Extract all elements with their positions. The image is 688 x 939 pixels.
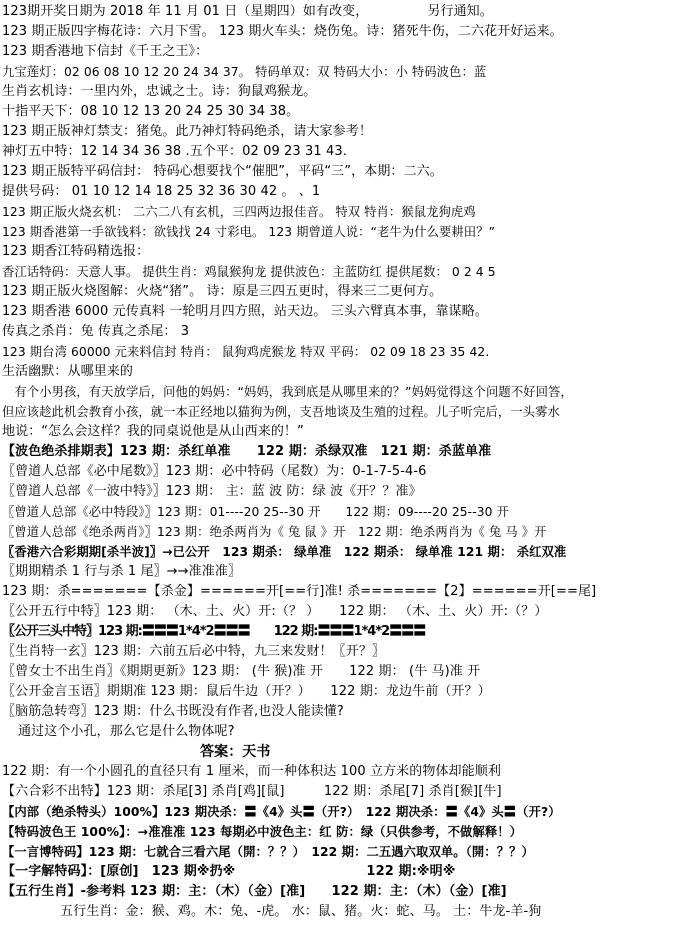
five-element-zodiac-list: 五行生肖：金：猴、鸡。木：兔、-虎。 水：鼠、猪。火：蛇、马。 土：牛龙-羊-狗 xyxy=(60,904,542,919)
riddle-line: 〖脑筋急转弯〗123 期：什么书既没有作者,也没人能读懂? xyxy=(2,704,344,719)
one-word-special-line: 【一言博特码】123 期：七就合三看六尾（開：？？） 122 期：二五遇六取双单。（開：？？） xyxy=(2,845,534,859)
plum-poem-line: 123 期正版四字梅花诗：六月下雪。 123 期火车头：烧伤兔。诗：猪死牛伤，二六花开好运来。 xyxy=(2,24,563,39)
wave-kill-schedule: 【波色绝杀排期表】123 期：杀红单准 122 期：杀绿双准 121 期：杀蓝单准 xyxy=(2,444,492,459)
taiwan-envelope-line: 123 期台湾 60000 元来料信封 特肖： 鼠狗鸡虎猴龙 特双 平码： 02 09 18 23 35 42. xyxy=(2,345,490,359)
riddle-line-2: 通过这个小孔，那么它是什么物体呢? xyxy=(18,724,235,739)
riddle-answer: 答案：天书 xyxy=(200,744,271,760)
internal-kill-head-line: 【内部（绝杀特头）100%】123 期决杀：〓《4》头〓（开?） 122 期决杀：〓《4》头〓（开?） xyxy=(2,805,561,819)
five-elements-special-line: 〖公开五行中特〗123 期： （木、土、火）开:（？ ） 122 期： （木、土、火）开:（？） xyxy=(2,604,548,619)
fire-mystery-line: 123 期正版火烧玄机： 二六二八有玄机，三四两边报佳音。 特双 特肖：猴鼠龙狗虎鸡 xyxy=(2,205,476,219)
riddle-122-line: 122 期：有一个小圆孔的直径只有 1 厘米，而一种体积达 100 立方米的物体却能顺利 xyxy=(2,764,501,779)
draw-date-line: 123期开奖日期为 2018 年 11 月 01 日（星期四）如有改变， 另行通知。 xyxy=(2,4,493,19)
zodiac-poem-line: 生肖玄机诗：一里内外，忠诚之士。诗：狗鼠鸡猴龙。 xyxy=(2,84,317,99)
half-wave-kill-line: 〖香港六合彩期期[杀半波]〗→已公开 123 期杀： 绿单准 122 期杀： 绿单准 121 期： 杀红双准 xyxy=(2,545,567,559)
xiangjiang-heading: 123 期香江特码精选报： xyxy=(2,244,150,259)
kill-row-tail-heading: 〖期期精杀 1 行与杀 1 尾〗→→准准准〗 xyxy=(2,564,242,579)
fire-diagram-line: 123 期正版火烧图解：火烧“猪”。 诗：原是三四五更时，得来三二更何方。 xyxy=(2,284,443,299)
ten-fingers-line: 十指平天下：08 10 12 13 20 24 25 30 34 38。 xyxy=(2,104,300,119)
lamp-ban-line: 123 期正版神灯禁支：猪兔。此乃神灯特码绝杀，请大家参考！ xyxy=(2,124,372,139)
flat-code-envelope-line: 123 期正版特平码信封： 特码心想要找个“催肥”，平码“三”，本期：二六。 xyxy=(2,164,443,179)
kill-row-tail-line: 123 期：杀=======【杀金】======开[==行]准! 杀=======【2】======开[==尾] xyxy=(2,584,597,599)
fax-kill-line: 传真之杀肖：兔 传真之杀尾： 3 xyxy=(2,324,190,339)
xiangjiang-talk-line: 香江话特码：天意人事。 提供生肖：鸡鼠猴狗龙 提供波色：主蓝防红 提供尾数： 0 2 4 5 xyxy=(2,265,496,279)
must-segment-line: 〖曾道人总部《必中特段》〗123 期：01----20 25--30 开 122 期：09----20 25--30 开 xyxy=(2,505,510,519)
humor-text-3: 地说：“怎么会这样？我的同桌说他是从山西来的！” xyxy=(2,424,304,439)
first-hand-line: 123 期香港第一手欲钱料：欲钱找 24 寸彩电。 123 期曾道人说：“老牛为什么要耕田？” xyxy=(2,225,496,239)
lamp-five-line: 神灯五中特：12 14 34 36 38 .五个平：02 09 23 31 43. xyxy=(2,144,347,159)
golden-words-line: 〖公开金言玉语〗期期准 123 期：鼠后牛边（开？） 122 期：龙边牛前（开？） xyxy=(2,684,491,699)
nine-lotus-line: 九宝莲灯：02 06 08 10 12 20 24 34 37。 特码单双：双 特码大小：小 特码波色：蓝 xyxy=(2,65,487,79)
five-element-zodiac-line: 【五行生肖】-参考料 123 期：主：（木）（金）[准] 122 期：主：（木）（金）[准] xyxy=(2,884,507,899)
provided-numbers-line: 提供号码： 01 10 12 14 18 25 32 36 30 42 。 、1 xyxy=(2,184,321,199)
wave-king-line: 【特码波色王 100%】：→准准准 123 每期必中波色主：红 防：绿（只供参考，不做解释！） xyxy=(2,825,523,839)
kill-two-zodiac-line: 〖曾道人总部《绝杀两肖》〗123 期：绝杀两肖为《 兔 鼠 》开 122 期：绝杀两肖为《 兔 马 》开 xyxy=(2,525,547,539)
fax-material-line: 123 期香港 6000 元传真料 一轮明月四方照，站天边。 三头六臂真本事，靠谋略。 xyxy=(2,304,488,319)
ms-no-zodiac-line: 〖曾女士不出生肖〗《期期更新》123 期： (牛 猴)准 开 122 期： (牛 马)准 开 xyxy=(2,664,481,679)
hk-envelope-heading: 123 期香港地下信封《千王之王》： xyxy=(2,44,209,59)
one-character-line: 【一字解特码】：[原创] 123 期※扔※ 122 期:※明※ xyxy=(2,864,456,879)
no-special-line: 【六合彩不出特】123 期：杀尾[3] 杀肖[鸡][鼠] 122 期：杀尾[7] 杀肖[猴][牛] xyxy=(2,784,502,799)
one-wave-line: 〖曾道人总部《一波中特》〗123 期： 主：蓝 波 防：绿 波《开？？准》 xyxy=(2,484,422,499)
must-tail-line: 〖曾道人总部《必中尾数》〗123 期：必中特码（尾数）为：0-1-7-5-4-6 xyxy=(2,464,427,479)
humor-heading: 生活幽默：从哪里来的 xyxy=(2,364,134,379)
three-heads-line: 〖公开三头中特〗123 期:〓〓〓1*4*2〓〓〓 122 期:〓〓〓1*4*2〓〓〓 xyxy=(2,624,426,639)
humor-text-1: 有个小男孩，有天放学后，问他的妈妈：“妈妈，我到底是从哪里来的？”妈妈觉得这个问题不好回答， xyxy=(2,385,573,399)
zodiac-mystery-line: 〖生肖特一玄〗123 期：六前五后必中特，九三来发财！〖开？〗 xyxy=(2,644,386,659)
humor-text-2: 但应该趁此机会教育小孩，就一本正经地以猫狗为例，支吾地谈及生殖的过程。儿子听完后，一头雾水 xyxy=(2,405,560,419)
